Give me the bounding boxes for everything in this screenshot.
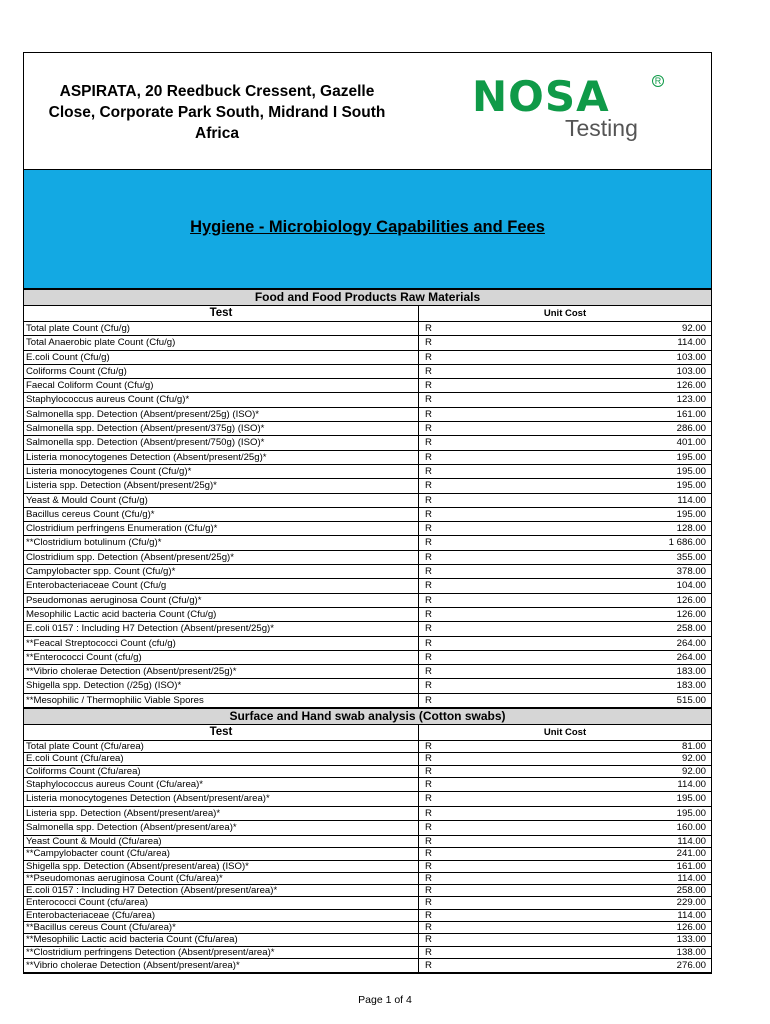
section-title: Surface and Hand swab analysis (Cotton swabs) [24, 708, 711, 725]
test-name-cell: Shigella spp. Detection (Absent/present/area) (ISO)* [24, 861, 419, 872]
currency-cell: R [425, 523, 432, 535]
price-cell: 92.00 [681, 753, 706, 765]
table-row [24, 608, 711, 622]
currency-cell: R [425, 380, 432, 392]
registered-mark-icon: R [652, 75, 664, 87]
test-name-cell: Listeria monocytogenes Count (Cfu/g)* [24, 465, 419, 478]
test-name-cell: **Feacal Streptococci Count (cfu/g) [24, 637, 419, 650]
table-row [24, 741, 711, 753]
currency-cell: R [425, 351, 432, 363]
currency-cell: R [425, 753, 432, 765]
currency-cell: R [425, 860, 432, 872]
currency-cell: R [425, 765, 432, 777]
column-header-test: Test [24, 306, 419, 321]
table-row [24, 508, 711, 522]
test-name-cell: Faecal Coliform Count (Cfu/g) [24, 379, 419, 392]
price-cell: 81.00 [681, 741, 706, 753]
table-row [24, 322, 711, 336]
logo-subtitle: Testing [565, 115, 638, 141]
price-cell: 128.00 [676, 523, 706, 535]
test-name-cell: Listeria monocytogenes Detection (Absent/present/area)* [24, 792, 419, 806]
table-row [24, 778, 711, 793]
price-cell: 355.00 [676, 551, 706, 563]
price-cell: 195.00 [676, 793, 706, 805]
currency-cell: R [425, 885, 432, 897]
price-cell: 92.00 [681, 765, 706, 777]
price-cell: 195.00 [676, 508, 706, 520]
price-cell: 195.00 [676, 480, 706, 492]
sections-container [24, 289, 711, 973]
price-cell: 258.00 [676, 885, 706, 897]
currency-cell: R [425, 680, 432, 692]
test-name-cell: Clostridium perfringens Enumeration (Cfu/g)* [24, 522, 419, 535]
price-cell: 138.00 [676, 946, 706, 958]
test-name-cell: Yeast & Mould Count (Cfu/g) [24, 494, 419, 507]
price-cell: 114.00 [677, 909, 706, 921]
currency-cell: R [425, 666, 432, 678]
price-cell: 1 686.00 [668, 537, 706, 549]
currency-cell: R [425, 494, 432, 506]
price-cell: 114.00 [677, 494, 706, 506]
price-cell: 183.00 [676, 680, 706, 692]
currency-cell: R [425, 848, 432, 860]
currency-cell: R [425, 594, 432, 606]
test-name-cell: Pseudomonas aeruginosa Count (Cfu/g)* [24, 594, 419, 607]
test-name-cell: Coliforms Count (Cfu/area) [24, 766, 419, 777]
currency-cell: R [425, 480, 432, 492]
price-cell: 264.00 [676, 651, 706, 663]
currency-cell: R [425, 793, 432, 805]
column-header-row [24, 306, 711, 322]
table-row [24, 522, 711, 536]
column-header-unit-cost: Unit Cost [543, 308, 587, 319]
table-row [24, 959, 711, 974]
price-cell: 378.00 [676, 566, 706, 578]
price-cell: 126.00 [676, 921, 706, 933]
table-row [24, 494, 711, 508]
test-name-cell: Mesophilic Lactic acid bacteria Count (Cfu/g) [24, 608, 419, 621]
logo-wordmark: NOSA [472, 72, 610, 121]
test-name-cell: E.coli Count (Cfu/g) [24, 351, 419, 364]
address-line: ASPIRATA, 20 Reedbuck Cressent, Gazelle [59, 83, 375, 100]
currency-cell: R [425, 508, 432, 520]
currency-cell: R [425, 608, 432, 620]
test-name-cell: **Campylobacter count (Cfu/area) [24, 848, 419, 859]
price-cell: 161.00 [676, 408, 706, 420]
currency-cell: R [425, 807, 432, 819]
lab-address [32, 81, 402, 144]
currency-cell: R [425, 897, 432, 909]
currency-cell: R [425, 451, 432, 463]
table-row [24, 637, 711, 651]
table-row [24, 594, 711, 608]
table-row [24, 792, 711, 807]
test-name-cell: E.coli Count (Cfu/area) [24, 753, 419, 764]
table-row [24, 365, 711, 379]
price-cell: 126.00 [676, 608, 706, 620]
price-cell: 126.00 [676, 594, 706, 606]
currency-cell: R [425, 822, 432, 834]
price-cell: 114.00 [677, 337, 706, 349]
test-name-cell: Enterobacteriaceae (Cfu/area) [24, 910, 419, 921]
test-name-cell: Total plate Count (Cfu/area) [24, 741, 419, 752]
price-cell: 123.00 [676, 394, 706, 406]
currency-cell: R [425, 337, 432, 349]
test-name-cell: Enterococci Count (cfu/area) [24, 897, 419, 908]
price-cell: 161.00 [676, 860, 706, 872]
currency-cell: R [425, 623, 432, 635]
test-name-cell: Clostridium spp. Detection (Absent/present/25g)* [24, 551, 419, 564]
test-name-cell: **Bacillus cereus Count (Cfu/area)* [24, 922, 419, 933]
price-cell: 195.00 [676, 807, 706, 819]
currency-cell: R [425, 537, 432, 549]
table-row [24, 934, 711, 946]
price-cell: 114.00 [677, 778, 706, 790]
currency-cell: R [425, 394, 432, 406]
test-name-cell: Salmonella spp. Detection (Absent/present/area)* [24, 821, 419, 835]
page-number: Page 1 of 4 [358, 994, 412, 1006]
table-row [24, 465, 711, 479]
test-name-cell: Campylobacter spp. Count (Cfu/g)* [24, 565, 419, 578]
table-row [24, 422, 711, 436]
currency-cell: R [425, 921, 432, 933]
table-row [24, 551, 711, 565]
table-row [24, 694, 711, 708]
currency-cell: R [425, 637, 432, 649]
test-name-cell: **Vibrio cholerae Detection (Absent/present/area)* [24, 959, 419, 973]
table-row [24, 873, 711, 885]
table-row [24, 479, 711, 493]
table-row [24, 807, 711, 822]
document-title: Hygiene - Microbiology Capabilities and Fees [190, 218, 545, 236]
currency-cell: R [425, 365, 432, 377]
currency-cell: R [425, 323, 432, 334]
section-title: Food and Food Products Raw Materials [24, 289, 711, 306]
test-name-cell: **Enterococci Count (cfu/g) [24, 651, 419, 664]
test-name-cell: Enterobacteriaceae Count (Cfu/g [24, 579, 419, 592]
price-cell: 276.00 [676, 959, 706, 971]
test-name-cell: **Clostridium botulinum (Cfu/g)* [24, 536, 419, 549]
price-cell: 160.00 [676, 822, 706, 834]
table-row [24, 451, 711, 465]
currency-cell: R [425, 778, 432, 790]
table-row [24, 922, 711, 934]
price-cell: 286.00 [676, 423, 706, 435]
table-row [24, 351, 711, 365]
price-cell: 229.00 [676, 897, 706, 909]
table-row [24, 947, 711, 959]
table-row [24, 622, 711, 636]
currency-cell: R [425, 835, 432, 847]
column-header-test: Test [24, 725, 419, 740]
test-name-cell: Listeria monocytogenes Detection (Absent/present/25g)* [24, 451, 419, 464]
price-cell: 258.00 [676, 623, 706, 635]
column-header-unit-cost: Unit Cost [543, 727, 587, 739]
currency-cell: R [425, 651, 432, 663]
test-name-cell: Total Anaerobic plate Count (Cfu/g) [24, 336, 419, 349]
title-banner [24, 170, 711, 289]
price-cell: 126.00 [676, 380, 706, 392]
table-row [24, 393, 711, 407]
price-cell: 195.00 [676, 465, 706, 477]
test-name-cell: E.coli 0157 : Including H7 Detection (Absent/present/25g)* [24, 622, 419, 635]
price-cell: 133.00 [676, 934, 706, 946]
price-cell: 183.00 [676, 666, 706, 678]
price-cell: 104.00 [676, 580, 706, 592]
test-name-cell: Staphylococcus aureus Count (Cfu/g)* [24, 393, 419, 406]
currency-cell: R [425, 580, 432, 592]
table-row [24, 651, 711, 665]
price-cell: 92.00 [681, 323, 706, 334]
currency-cell: R [425, 566, 432, 578]
column-header-row [24, 725, 711, 741]
table-row [24, 408, 711, 422]
table-row [24, 848, 711, 860]
test-name-cell: **Mesophilic Lactic acid bacteria Count (Cfu/area) [24, 934, 419, 945]
table-row [24, 536, 711, 550]
test-name-cell: Shigella spp. Detection (/25g) (ISO)* [24, 679, 419, 692]
address-line: Africa [195, 125, 239, 142]
nosa-testing-logo [472, 72, 662, 143]
price-cell: 103.00 [676, 351, 706, 363]
table-row [24, 897, 711, 909]
test-name-cell: Coliforms Count (Cfu/g) [24, 365, 419, 378]
test-name-cell: **Mesophilic / Thermophilic Viable Spores [24, 694, 419, 707]
table-row [24, 861, 711, 873]
table-row [24, 910, 711, 922]
currency-cell: R [425, 551, 432, 563]
price-cell: 114.00 [677, 835, 706, 847]
table-row [24, 436, 711, 450]
table-row [24, 565, 711, 579]
currency-cell: R [425, 741, 432, 753]
currency-cell: R [425, 408, 432, 420]
currency-cell: R [425, 946, 432, 958]
test-name-cell: Salmonella spp. Detection (Absent/present/25g) (ISO)* [24, 408, 419, 421]
currency-cell: R [425, 959, 432, 971]
test-name-cell: Salmonella spp. Detection (Absent/present/375g) (ISO)* [24, 422, 419, 435]
table-row [24, 336, 711, 350]
price-cell: 103.00 [676, 365, 706, 377]
price-cell: 114.00 [677, 872, 706, 884]
test-name-cell: Bacillus cereus Count (Cfu/g)* [24, 508, 419, 521]
test-name-cell: Yeast Count & Mould (Cfu/area) [24, 836, 419, 847]
price-cell: 401.00 [676, 437, 706, 449]
table-row [24, 885, 711, 897]
test-name-cell: Listeria spp. Detection (Absent/present/25g)* [24, 479, 419, 492]
test-name-cell: E.coli 0157 : Including H7 Detection (Absent/present/area)* [24, 885, 419, 896]
test-name-cell: **Vibrio cholerae Detection (Absent/present/25g)* [24, 665, 419, 678]
table-row [24, 579, 711, 593]
currency-cell: R [425, 437, 432, 449]
table-row [24, 753, 711, 765]
table-row [24, 665, 711, 679]
price-cell: 241.00 [676, 848, 706, 860]
price-cell: 195.00 [676, 451, 706, 463]
currency-cell: R [425, 909, 432, 921]
address-line: Close, Corporate Park South, Midrand I South [48, 104, 386, 121]
test-name-cell: Listeria spp. Detection (Absent/present/area)* [24, 807, 419, 821]
currency-cell: R [425, 934, 432, 946]
table-row [24, 766, 711, 778]
test-name-cell: **Pseudomonas aeruginosa Count (Cfu/area)* [24, 873, 419, 884]
test-name-cell: Total plate Count (Cfu/g) [24, 322, 419, 335]
test-name-cell: Staphylococcus aureus Count (Cfu/area)* [24, 778, 419, 792]
table-row [24, 836, 711, 848]
table-row [24, 379, 711, 393]
table-row [24, 679, 711, 693]
currency-cell: R [425, 872, 432, 884]
test-name-cell: **Clostridium perfringens Detection (Absent/present/area)* [24, 947, 419, 958]
currency-cell: R [425, 423, 432, 435]
price-sheet [23, 52, 712, 974]
document-header [24, 53, 711, 170]
currency-cell: R [425, 465, 432, 477]
currency-cell: R [425, 694, 432, 706]
table-row [24, 821, 711, 836]
price-cell: 264.00 [676, 637, 706, 649]
price-cell: 515.00 [676, 694, 706, 706]
test-name-cell: Salmonella spp. Detection (Absent/present/750g) (ISO)* [24, 436, 419, 449]
